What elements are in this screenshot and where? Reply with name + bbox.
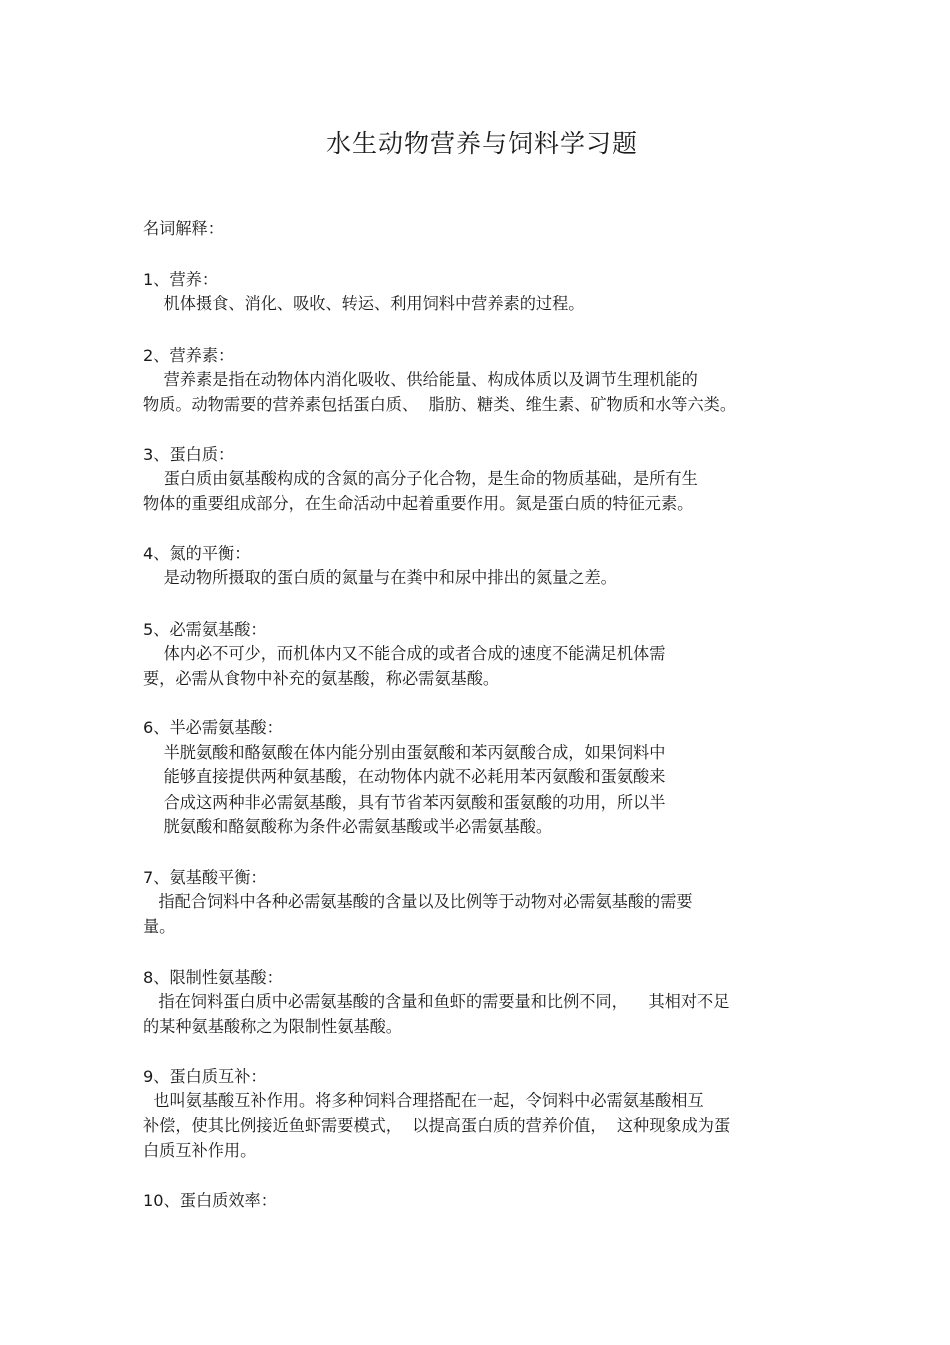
- entry-heading: 2、营养素：: [143, 346, 235, 365]
- entry-heading: 9、蛋白质互补：: [143, 1067, 267, 1086]
- entry-text-line: 物体的重要组成部分，在生命活动中起着重要作用。氮是蛋白质的特征元素。: [143, 494, 694, 513]
- entry-heading: 4、氮的平衡：: [143, 544, 251, 563]
- entry-text-line: 是动物所摄取的蛋白质的氮量与在粪中和尿中排出的氮量之差。: [143, 568, 617, 587]
- entry-heading: 5、必需氨基酸：: [143, 620, 267, 639]
- entry-text-line: 要，必需从食物中补充的氨基酸，称必需氨基酸。: [143, 669, 500, 688]
- entry-heading: 10、蛋白质效率：: [143, 1191, 277, 1210]
- entry-text-line: 的某种氨基酸称之为限制性氨基酸。: [143, 1017, 402, 1036]
- entry-text-line: 半胱氨酸和酪氨酸在体内能分别由蛋氨酸和苯丙氨酸合成，如果饲料中: [143, 743, 666, 762]
- document-title: 水生动物营养与饲料学习题: [325, 129, 638, 158]
- entry-heading: 7、氨基酸平衡：: [143, 868, 267, 887]
- entry-text-line: 量。: [143, 917, 176, 936]
- entry-text-line: 也叫氨基酸互补作用。将多种饲料合理搭配在一起，令饲料中必需氨基酸相互: [143, 1091, 704, 1110]
- entry-text-line: 指在饲料蛋白质中必需氨基酸的含量和鱼虾的需要量和比例不同， 其相对不足: [143, 992, 730, 1011]
- entry-text-line: 补偿，使其比例接近鱼虾需要模式， 以提高蛋白质的营养价值， 这种现象成为蛋: [143, 1116, 731, 1135]
- entry-text-line: 机体摄食、消化、吸收、转运、利用饲料中营养素的过程。: [143, 294, 585, 313]
- entry-heading: 8、限制性氨基酸：: [143, 968, 283, 987]
- section-heading: 名词解释：: [143, 219, 224, 238]
- entry-text-line: 蛋白质由氨基酸构成的含氮的高分子化合物，是生命的物质基础，是所有生: [143, 469, 698, 488]
- entry-text-line: 营养素是指在动物体内消化吸收、供给能量、构成体质以及调节生理机能的: [143, 370, 698, 389]
- entry-heading: 1、营养：: [143, 270, 219, 289]
- entry-text-line: 白质互补作用。: [143, 1141, 257, 1160]
- entry-heading: 3、蛋白质：: [143, 445, 235, 464]
- entry-heading: 6、半必需氨基酸：: [143, 718, 283, 737]
- entry-text-line: 物质。动物需要的营养素包括蛋白质、 脂肪、糖类、维生素、矿物质和水等六类。: [143, 395, 737, 414]
- entry-text-line: 体内必不可少，而机体内又不能合成的或者合成的速度不能满足机体需: [143, 644, 666, 663]
- entry-text-line: 能够直接提供两种氨基酸，在动物体内就不必耗用苯丙氨酸和蛋氨酸来: [143, 767, 666, 786]
- entry-text-line: 指配合饲料中各种必需氨基酸的含量以及比例等于动物对必需氨基酸的需要: [143, 892, 693, 911]
- entry-text-line: 合成这两种非必需氨基酸，具有节省苯丙氨酸和蛋氨酸的功用，所以半: [143, 793, 666, 812]
- entry-text-line: 胱氨酸和酪氨酸称为条件必需氨基酸或半必需氨基酸。: [143, 817, 553, 836]
